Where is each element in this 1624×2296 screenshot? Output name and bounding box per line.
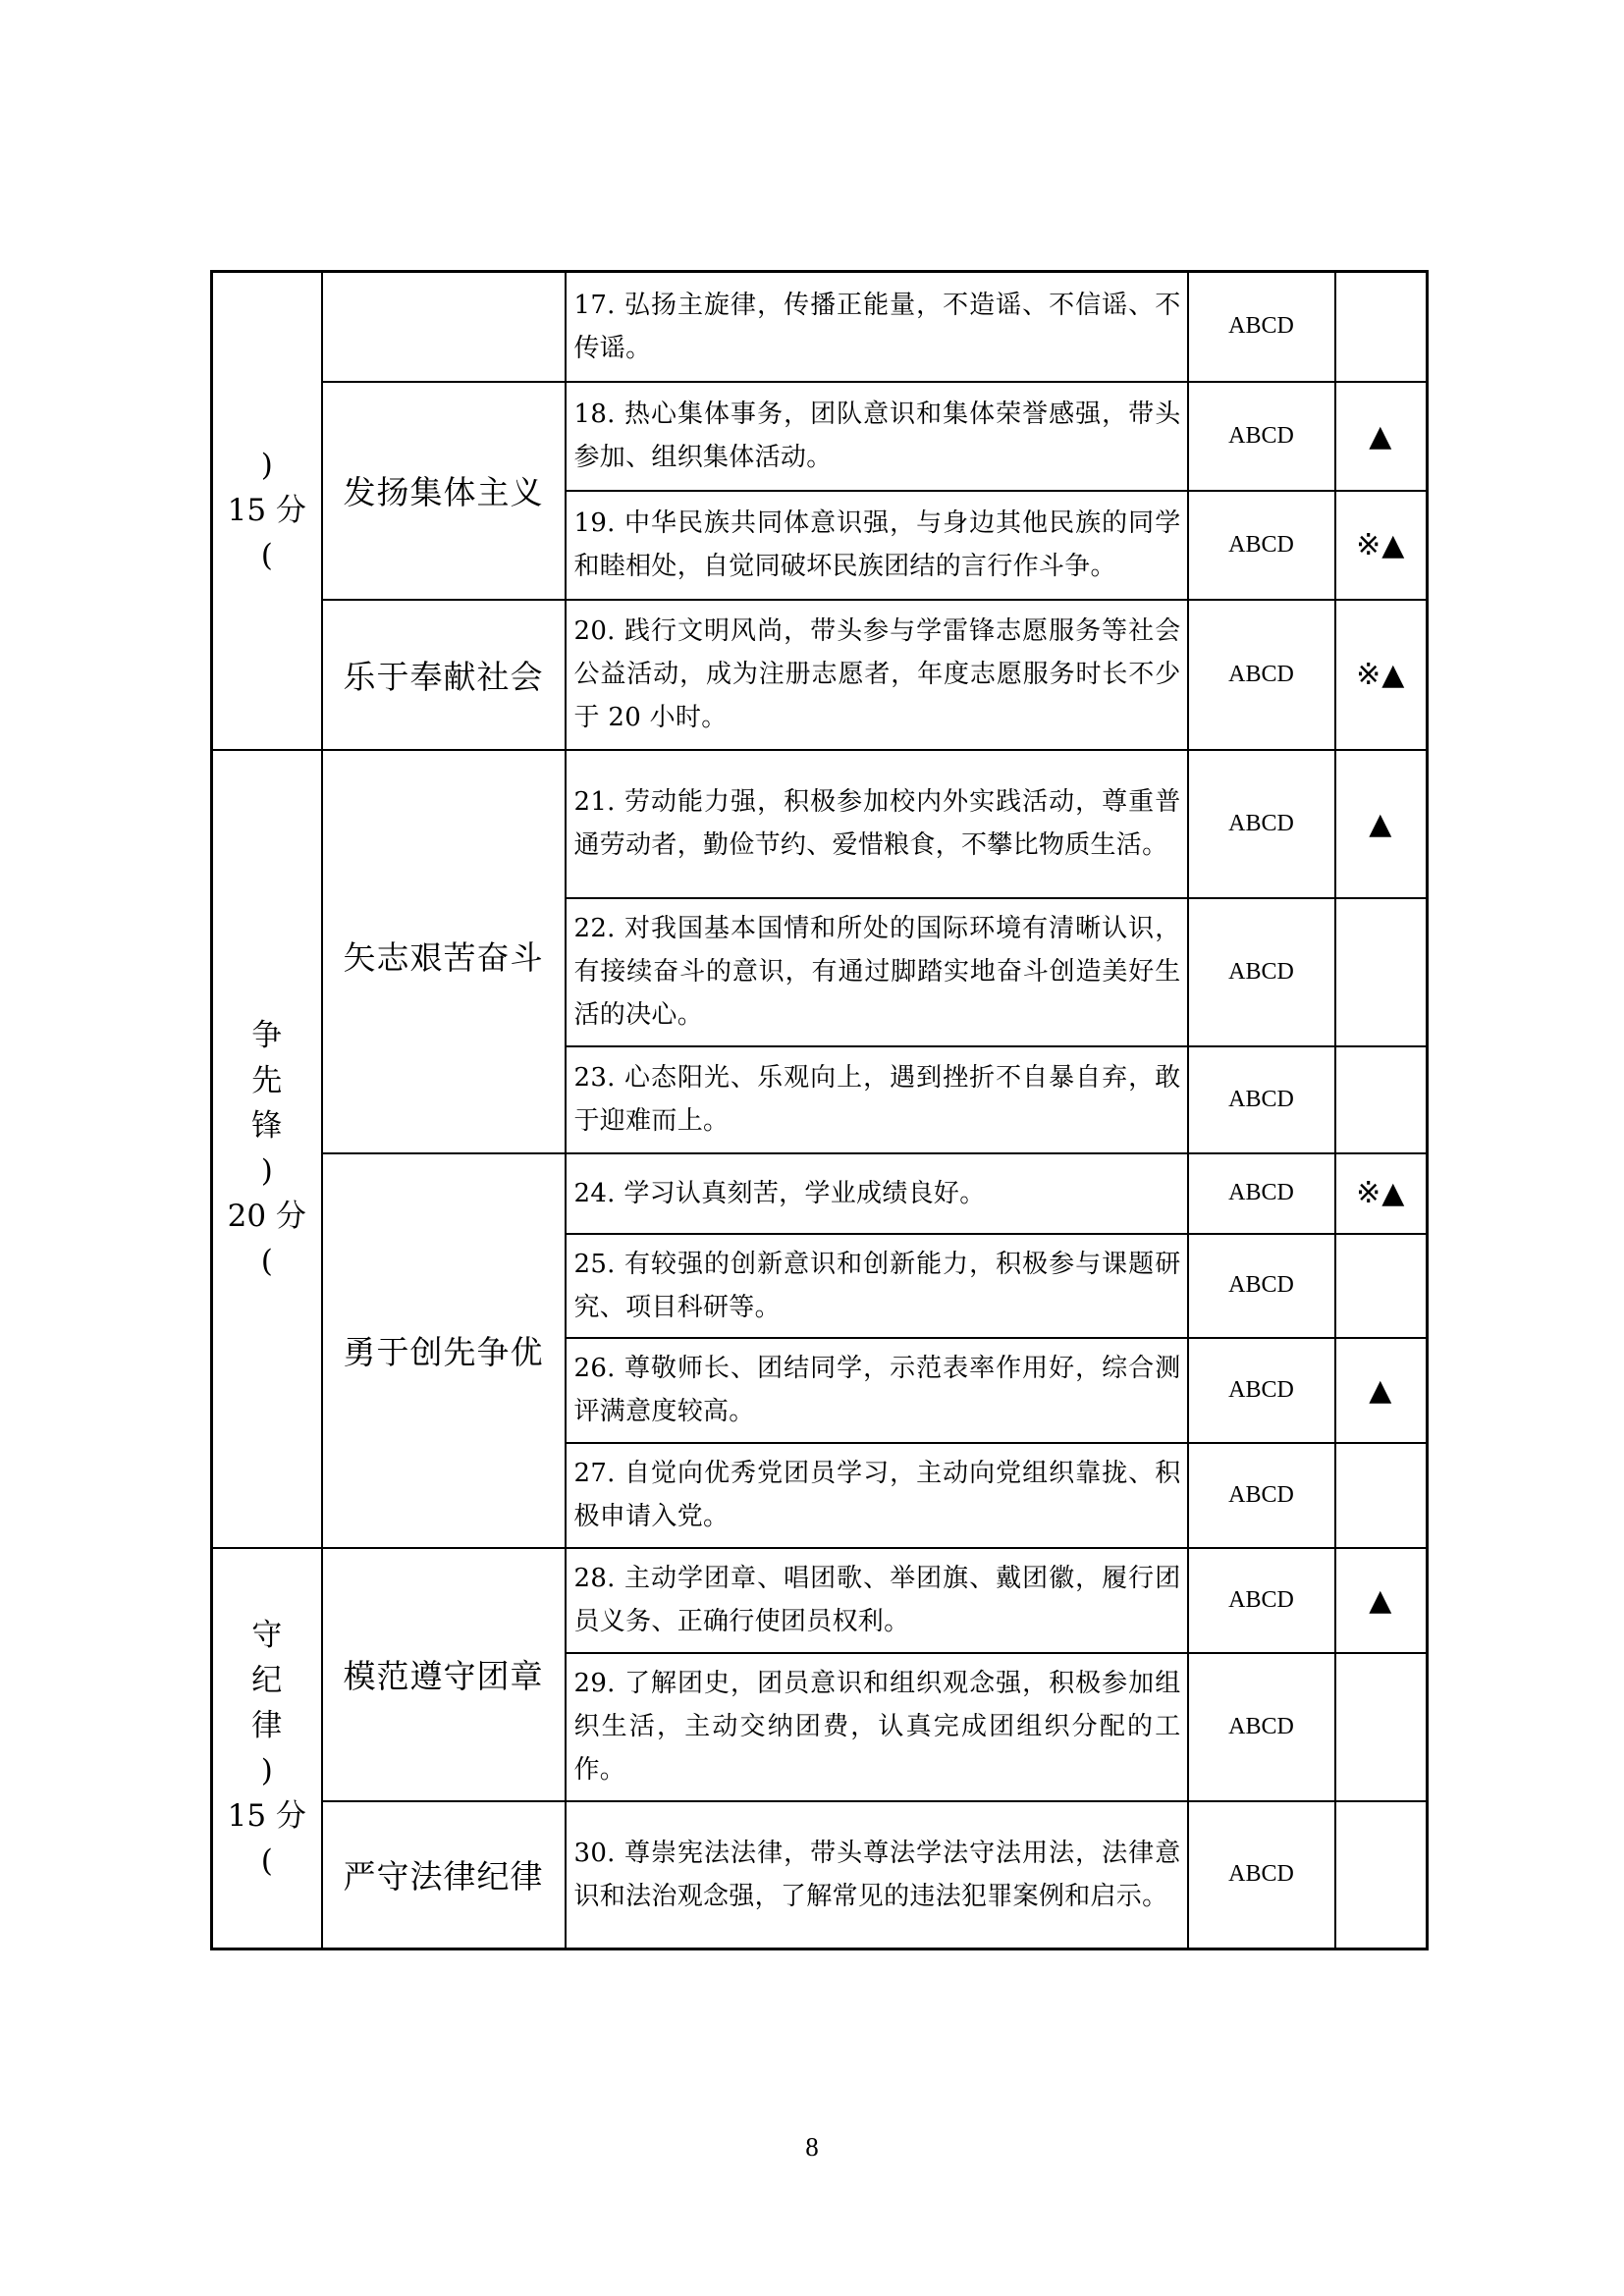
table-row <box>212 382 1428 491</box>
evaluation-table <box>210 270 1429 1950</box>
grade-options: ABCD <box>1188 1338 1335 1443</box>
item-text: 22. 对我国基本国情和所处的国际环境有清晰认识，有接续奋斗的意识，有通过脚踏实地奋斗创造美好生活的决心。 <box>566 898 1188 1046</box>
grade-options: ABCD <box>1188 1443 1335 1548</box>
item-text: 25. 有较强的创新意识和创新能力，积极参与课题研究、项目科研等。 <box>566 1234 1188 1338</box>
mark-cell: ▲ <box>1335 1338 1428 1443</box>
item-text: 28. 主动学团章、唱团歌、举团旗、戴团徽，履行团员义务、正确行使团员权利。 <box>566 1548 1188 1653</box>
category-char: 守 <box>251 1617 283 1653</box>
subcategory-cell: 乐于奉献社会 <box>322 600 566 750</box>
category-cell <box>212 1548 322 1949</box>
grade-options: ABCD <box>1188 272 1335 382</box>
item-text: 30. 尊崇宪法法律，带头尊法学法守法用法，法律意识和法治观念强，了解常见的违法犯罪案例和启示。 <box>566 1801 1188 1949</box>
item-text: 19. 中华民族共同体意识强，与身边其他民族的同学和睦相处，自觉同破坏民族团结的言行作斗争。 <box>566 491 1188 600</box>
item-text: 26. 尊敬师长、团结同学，示范表率作用好，综合测评满意度较高。 <box>566 1338 1188 1443</box>
subcategory-cell: 勇于创先争优 <box>322 1153 566 1548</box>
category-cell <box>212 750 322 1548</box>
subcategory-cell: 模范遵守团章 <box>322 1548 566 1801</box>
table-row <box>212 1801 1428 1949</box>
category-score: 20 分 <box>227 1199 306 1234</box>
item-text: 21. 劳动能力强，积极参加校内外实践活动，尊重普通劳动者，勤俭节约、爱惜粮食，不攀比物质生活。 <box>566 750 1188 898</box>
mark-cell: ※▲ <box>1335 491 1428 600</box>
category-char: ( <box>260 1842 273 1879</box>
grade-options: ABCD <box>1188 1234 1335 1338</box>
category-char: ( <box>260 538 273 574</box>
grade-options: ABCD <box>1188 750 1335 898</box>
category-char: 纪 <box>251 1662 283 1698</box>
table-row <box>212 750 1428 898</box>
subcategory-cell: 发扬集体主义 <box>322 382 566 600</box>
table-row <box>212 1153 1428 1234</box>
item-text: 18. 热心集体事务，团队意识和集体荣誉感强，带头参加、组织集体活动。 <box>566 382 1188 491</box>
category-char: ) <box>260 1153 273 1189</box>
grade-options: ABCD <box>1188 1653 1335 1801</box>
subcategory-cell <box>322 272 566 382</box>
grade-options: ABCD <box>1188 1046 1335 1153</box>
table-row <box>212 600 1428 750</box>
mark-cell: ▲ <box>1335 1548 1428 1653</box>
table-row <box>212 1548 1428 1653</box>
grade-options: ABCD <box>1188 491 1335 600</box>
mark-cell <box>1335 1234 1428 1338</box>
grade-options: ABCD <box>1188 382 1335 491</box>
mark-cell: ※▲ <box>1335 600 1428 750</box>
mark-cell: ▲ <box>1335 750 1428 898</box>
mark-cell: ※▲ <box>1335 1153 1428 1234</box>
item-text: 27. 自觉向优秀党团员学习，主动向党组织靠拢、积极申请入党。 <box>566 1443 1188 1548</box>
item-text: 24. 学习认真刻苦，学业成绩良好。 <box>566 1153 1188 1234</box>
grade-options: ABCD <box>1188 600 1335 750</box>
grade-options: ABCD <box>1188 1153 1335 1234</box>
subcategory-cell: 严守法律纪律 <box>322 1801 566 1949</box>
mark-cell <box>1335 898 1428 1046</box>
subcategory-cell: 矢志艰苦奋斗 <box>322 750 566 1153</box>
mark-cell <box>1335 1046 1428 1153</box>
category-char: 锋 <box>251 1108 283 1144</box>
mark-cell <box>1335 1653 1428 1801</box>
category-char: ( <box>260 1244 273 1279</box>
category-score: 15 分 <box>227 1797 306 1834</box>
table-row <box>212 272 1428 382</box>
item-text: 29. 了解团史，团员意识和组织观念强，积极参加组织生活，主动交纳团费，认真完成团组织分配的工作。 <box>566 1653 1188 1801</box>
mark-cell: ▲ <box>1335 382 1428 491</box>
category-score: 15 分 <box>227 493 306 529</box>
category-char: 争 <box>251 1018 283 1053</box>
item-text: 23. 心态阳光、乐观向上，遇到挫折不自暴自弃，敢于迎难而上。 <box>566 1046 1188 1153</box>
mark-cell <box>1335 1443 1428 1548</box>
grade-options: ABCD <box>1188 898 1335 1046</box>
mark-cell <box>1335 272 1428 382</box>
category-char: ) <box>260 448 273 484</box>
category-char: 先 <box>251 1063 283 1098</box>
item-text: 17. 弘扬主旋律，传播正能量，不造谣、不信谣、不传谣。 <box>566 272 1188 382</box>
category-char: ) <box>260 1752 273 1789</box>
category-cell <box>212 272 322 750</box>
grade-options: ABCD <box>1188 1548 1335 1653</box>
page-number: 8 <box>805 2132 819 2162</box>
mark-cell <box>1335 1801 1428 1949</box>
item-text: 20. 践行文明风尚，带头参与学雷锋志愿服务等社会公益活动，成为注册志愿者，年度志愿服务时长不少于 20 小时。 <box>566 600 1188 750</box>
grade-options: ABCD <box>1188 1801 1335 1949</box>
category-char: 律 <box>251 1707 283 1743</box>
